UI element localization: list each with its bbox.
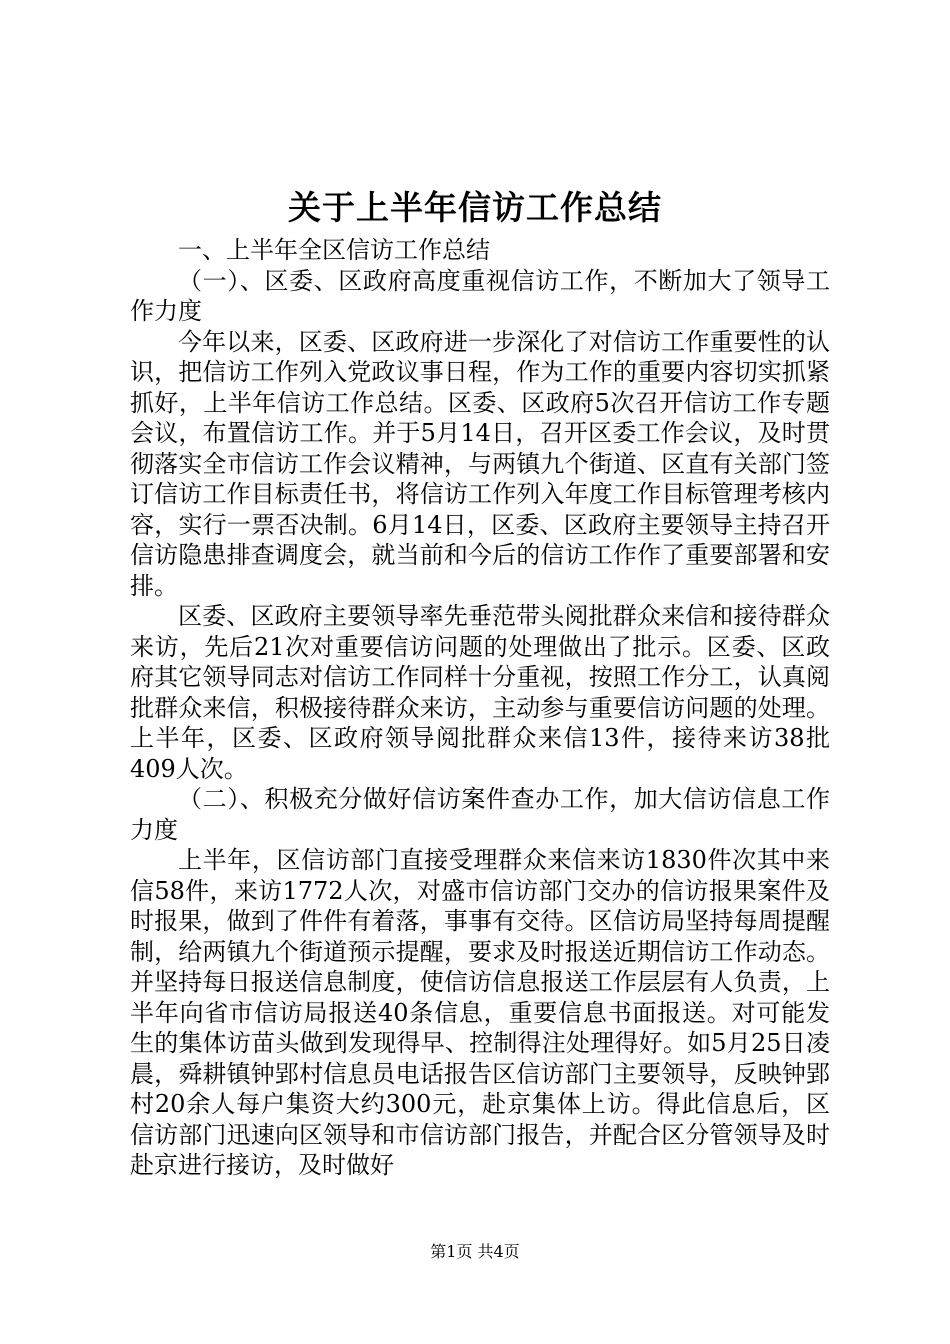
document-title: 关于上半年信访工作总结	[288, 188, 662, 227]
paragraph-3: 上半年，区信访部门直接受理群众来信来访1830件次其中来信58件，来访1772人次，对盛市信访部门交办的信访报果案件及时报果，做到了件件有着落，事事有交待。区信访局坚持每周提醒制，给两镇九个街道预示提醒，要求及时报送近期信访工作动态。并坚持每日报送信息制度，使信访信息报送工作层层有人负责，上半年向省市信访局报送40条信息，重要信息书面报送。对可能发生的集体访苗头做到发现得早、控制得注处理得好。如5月25日凌晨，舜耕镇钟郢村信息员电话报告区信访部门主要领导，反映钟郢村20余人每户集资大约300元，赴京集体上访。得此信息后，区信访部门迅速向区领导和市信访部门报告，并配合区分管领导及时赴京进行接访，及时做好	[130, 846, 830, 1179]
page-footer: 第1页 共4页	[430, 1242, 520, 1261]
subsection-heading-1: （一）、区委、区政府高度重视信访工作，不断加大了领导工作力度	[130, 266, 830, 325]
section-heading: 一、上半年全区信访工作总结	[178, 236, 490, 264]
paragraph-2: 区委、区政府主要领导率先垂范带头阅批群众来信和接待群众来访，先后21次对重要信访问题的处理做出了批示。区委、区政府其它领导同志对信访工作同样十分重视，按照工作分工，认真阅批群众来信，积极接待群众来访，主动参与重要信访问题的处理。上半年，区委、区政府领导阅批群众来信13件，接待来访38批409人次。	[130, 602, 830, 783]
document-body	[130, 235, 830, 1181]
subsection-heading-2: （二）、积极充分做好信访案件查办工作，加大信访信息工作力度	[130, 785, 830, 844]
paragraph-1: 今年以来，区委、区政府进一步深化了对信访工作重要性的认识，把信访工作列入党政议事日程，作为工作的重要内容切实抓紧抓好，上半年信访工作总结。区委、区政府5次召开信访工作专题会议，布置信访工作。并于5月14日，召开区委工作会议，及时贯彻落实全市信访工作会议精神，与两镇九个街道、区直有关部门签订信访工作目标责任书，将信访工作列入年度工作目标管理考核内容，实行一票否决制。6月14日，区委、区政府主要领导主持召开信访隐患排查调度会，就当前和今后的信访工作作了重要部署和安排。	[130, 327, 830, 600]
